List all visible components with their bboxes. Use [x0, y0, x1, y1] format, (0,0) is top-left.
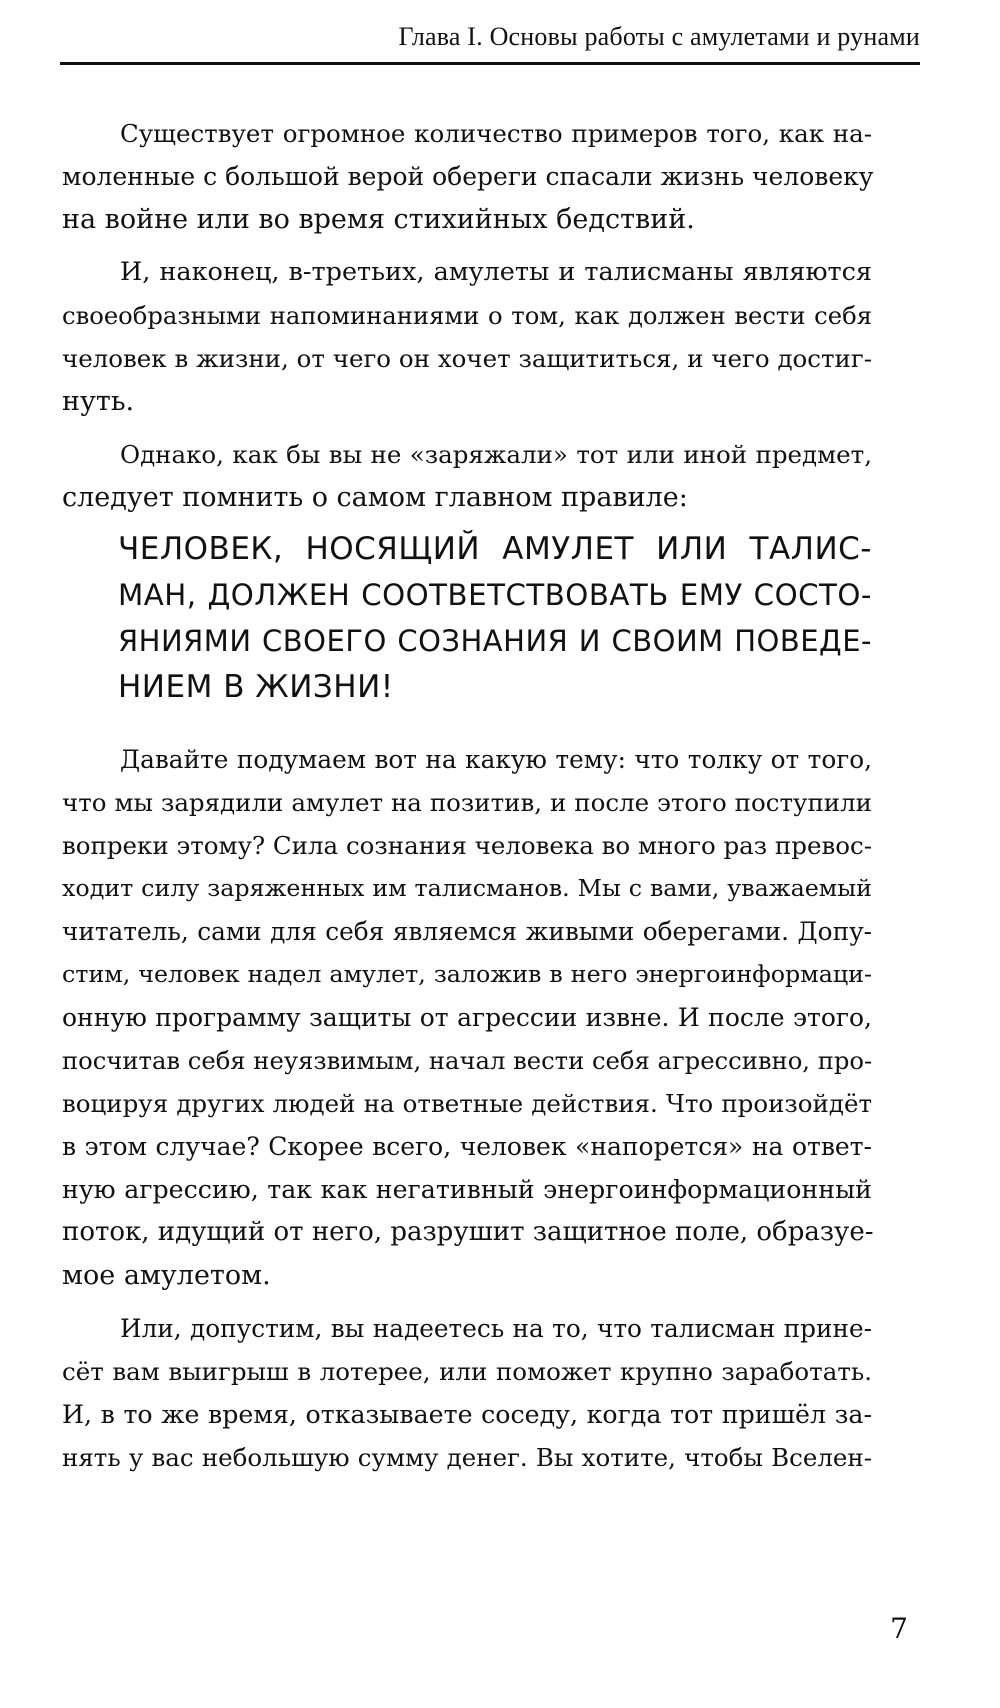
text-line: воцируя других людей на ответные действия. Что произойдёт	[62, 1089, 872, 1118]
text-line: ходит силу заряженных им талисманов. Мы с вами, уважаемый	[62, 874, 872, 902]
text-line: нуть.	[62, 386, 135, 417]
text-line: Однако, как бы вы не «заряжали» тот или иной предмет,	[120, 440, 872, 469]
text-line: стим, человек надел амулет, заложив в него энергоинформаци-	[62, 960, 872, 988]
text-block-top	[62, 112, 872, 519]
text-line: Существует огромное количество примеров того, как на-	[120, 119, 872, 148]
text-line: онную программу защиты от агрессии извне. И после этого,	[62, 1003, 872, 1032]
text-line: что мы зарядили амулет на позитив, и после этого поступили	[62, 788, 872, 817]
callout-line: НИЕМ В ЖИЗНИ!	[118, 669, 394, 705]
text-line: И, в то же время, отказываете соседу, когда тот пришёл за-	[62, 1400, 872, 1429]
text-line: в этом случае? Скорее всего, человек «напорется» на ответ-	[62, 1132, 872, 1161]
text-line: читатель, сами для себя являемся живыми оберегами. Допу-	[62, 917, 872, 946]
text-line: сёт вам выигрыш в лотерее, или поможет крупно заработать.	[62, 1357, 872, 1386]
text-line: человек в жизни, от чего он хочет защититься, и чего достиг-	[62, 344, 872, 373]
text-line: вопреки этому? Сила сознания человека во много раз превос-	[62, 831, 872, 860]
text-line: моленные с большой верой обереги спасали жизнь человеку	[62, 162, 874, 191]
paragraph	[62, 112, 872, 241]
paragraph	[62, 251, 872, 423]
text-line: Давайте подумаем вот на какую тему: что толку от того,	[120, 745, 872, 774]
text-line: своеобразными напоминаниями о том, как должен вести себя	[62, 301, 872, 330]
running-head: Глава I. Основы работы с амулетами и рунами	[398, 22, 920, 51]
paragraph	[62, 738, 872, 1297]
text-line: посчитав себя неуязвимым, начал вести себя агрессивно, про-	[62, 1046, 873, 1075]
text-line: нять у вас небольшую сумму денег. Вы хотите, чтобы Вселен-	[62, 1443, 872, 1472]
text-line: ную агрессию, так как негативный энергоинформационный	[62, 1175, 872, 1204]
page-number: 7	[890, 1612, 908, 1645]
paragraph	[62, 433, 872, 519]
text-line: поток, идущий от него, разрушит защитное поле, образуе-	[62, 1217, 874, 1247]
text-line: на войне или во время стихийных бедствий.	[62, 204, 695, 235]
text-line: Или, допустим, вы надеетесь на то, что талисман прине-	[120, 1314, 872, 1343]
rule-callout	[118, 526, 872, 710]
text-line: И, наконец, в-третьих, амулеты и талисманы являются	[120, 257, 872, 287]
callout-line: ЧЕЛОВЕК, НОСЯЩИЙ АМУЛЕТ ИЛИ ТАЛИС-	[118, 531, 872, 567]
text-block-bottom	[62, 738, 872, 1479]
callout-line: МАН, ДОЛЖЕН СООТВЕТСТВОВАТЬ ЕМУ СОСТО-	[118, 578, 872, 612]
text-line: мое амулетом.	[62, 1260, 271, 1291]
paragraph	[62, 1307, 872, 1479]
header-rule	[60, 62, 920, 65]
text-line: следует помнить о самом главном правиле:	[62, 482, 688, 513]
callout-line: ЯНИЯМИ СВОЕГО СОЗНАНИЯ И СВОИМ ПОВЕДЕ-	[118, 624, 872, 658]
